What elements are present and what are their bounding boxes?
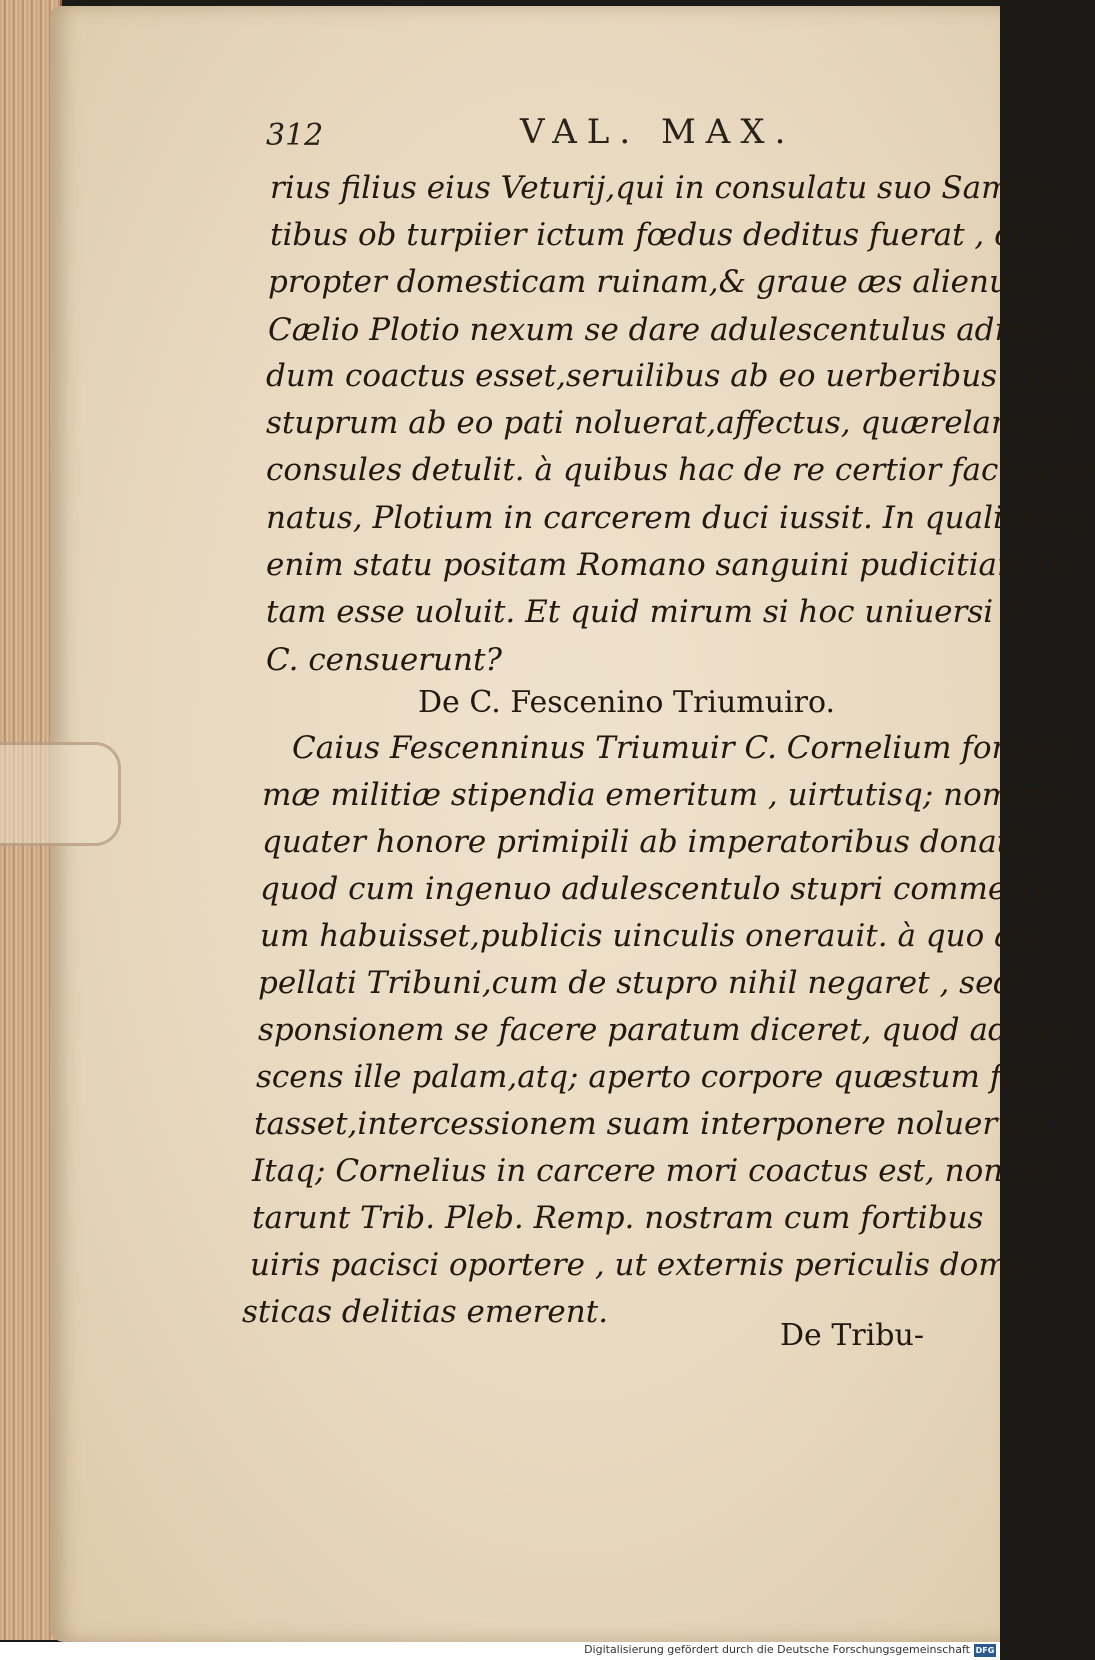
text-line: enim statu positam Romano sanguini pudicitiam tu bbox=[266, 547, 1069, 583]
text-line: quod cum ingenuo adulescentulo stupri commerti- bbox=[260, 871, 1054, 907]
page-number: 312 bbox=[266, 118, 324, 153]
text-line: dum coactus esset,seruilibus ab eo uerberibus , quia bbox=[266, 358, 1095, 394]
footer-credit: Digitalisierung gefördert durch die Deutsche Forschungsgemeinschaft bbox=[584, 1643, 970, 1656]
section-heading: De C. Fescenino Triumuiro. bbox=[418, 685, 836, 720]
text-line: tasset,intercessionem suam interponere noluerunt. bbox=[254, 1106, 1060, 1142]
text-line: Itaq; Cornelius in carcere mori coactus est, non pu bbox=[252, 1153, 1053, 1189]
catchword: De Tribu- bbox=[780, 1318, 924, 1353]
text-line: scens ille palam,atq; aperto corpore quæstum facti bbox=[256, 1059, 1060, 1095]
text-line: uiris pacisci oportere , ut externis periculis dome- bbox=[250, 1247, 1037, 1283]
text-line: propter domesticam ruinam,& graue æs alienum bbox=[268, 264, 1039, 300]
running-head: VAL. MAX. bbox=[520, 112, 796, 152]
text-line: natus, Plotium in carcerem duci iussit. In qualicunq; bbox=[266, 500, 1091, 536]
text-line: stuprum ab eo pati noluerat,affectus, quærelam ad bbox=[266, 405, 1069, 441]
text-line: mæ militiæ stipendia emeritum , uirtutisq; nomine bbox=[262, 777, 1060, 813]
text-line: tibus ob turpiier ictum fœdus deditus fuerat , cum bbox=[270, 217, 1061, 253]
dfg-logo: DFG bbox=[975, 1646, 995, 1655]
text-line: tarunt Trib. Pleb. Remp. nostram cum fortibus bbox=[252, 1200, 984, 1236]
text-line: sponsionem se facere paratum diceret, quod adule- bbox=[258, 1012, 1067, 1048]
text-line: pellati Tribuni,cum de stupro nihil negaret , sed bbox=[258, 965, 1014, 1001]
text-line: Cælio Plotio nexum se dare adulescentulus admo- bbox=[268, 312, 1054, 348]
text-line: rius filius eius Veturij,qui in consulatu suo Samni- bbox=[270, 170, 1051, 206]
text-line: tam esse uoluit. Et quid mirum si hoc uniuersi P. bbox=[266, 594, 1028, 630]
text-line: C. censuerunt? bbox=[266, 642, 503, 678]
text-line: quater honore primipili ab imperatoribus donatũ, bbox=[262, 824, 1040, 860]
text-line: Caius Fescenninus Triumuir C. Cornelium fortissi bbox=[292, 730, 1071, 766]
text-line: um habuisset,publicis uinculis onerauit. à quo ap- bbox=[260, 918, 1043, 954]
text-line: consules detulit. à quibus hac de re certior factus se bbox=[266, 452, 1091, 488]
text-line: sticas delitias emerent. bbox=[242, 1294, 609, 1330]
